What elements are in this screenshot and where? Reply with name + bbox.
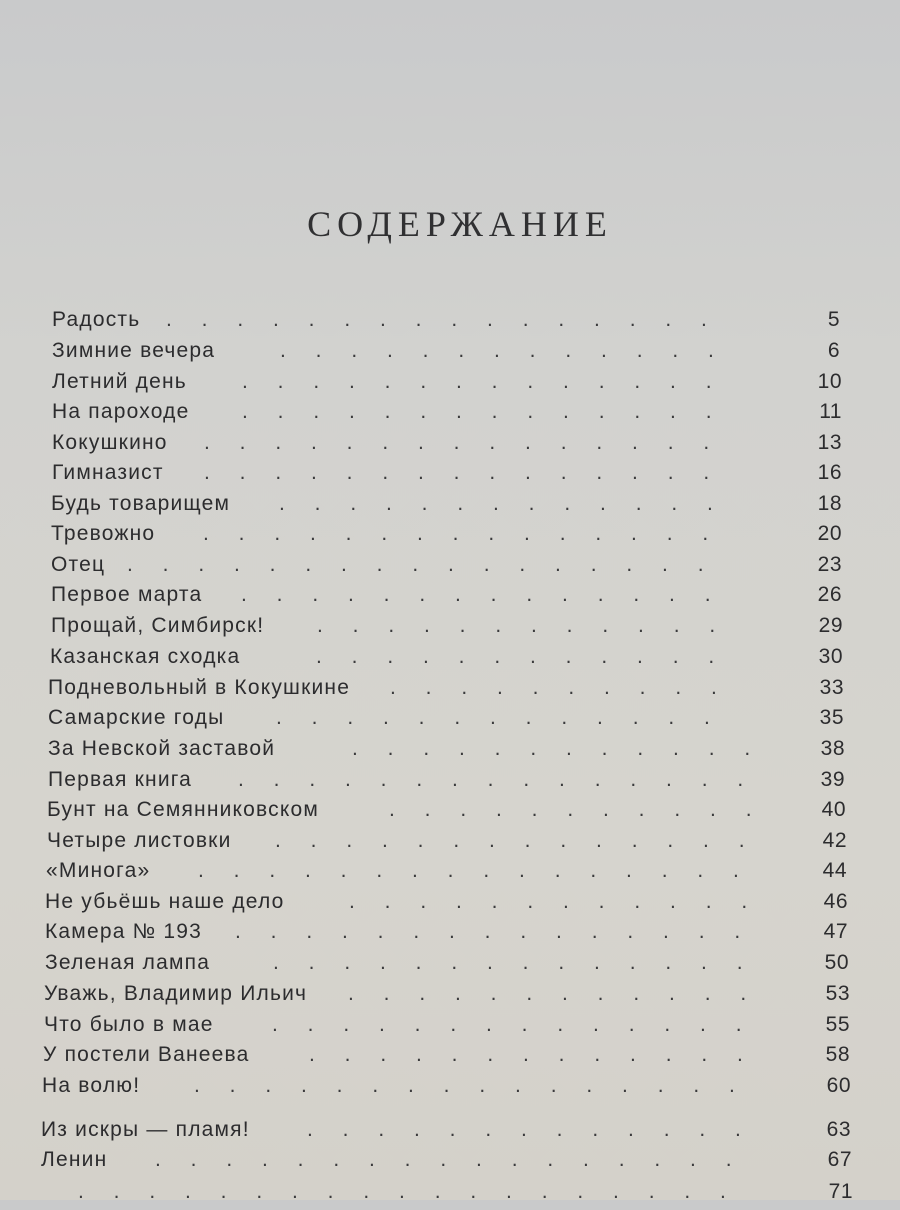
toc-entry [46, 859, 847, 889]
toc-page-number: 5 [827, 308, 840, 331]
toc-entry-title: У постели Ванеева [43, 1043, 250, 1066]
leader-dots: . . . . . . . . . . . . . [279, 492, 713, 515]
toc-entry [45, 920, 848, 950]
toc-entry [44, 982, 850, 1012]
toc-entry [47, 798, 846, 828]
toc-page-number: 63 [826, 1118, 851, 1141]
toc-entry [48, 676, 844, 706]
leader-dots: . . . . . . . . . . . . . . . . . . . [78, 1180, 726, 1203]
toc-entry-title: Четыре листовки [47, 829, 232, 852]
toc-page-number: 55 [825, 1013, 850, 1036]
leader-dots: . . . . . . . . . . . [389, 798, 752, 821]
leader-dots: . . . . . . . . . . . . [316, 645, 715, 668]
toc-entry [51, 583, 842, 613]
toc-page-number: 71 [828, 1180, 853, 1203]
toc-entry [40, 1180, 853, 1210]
toc-entry-title: Из искры — пламя! [41, 1118, 250, 1141]
toc-entry-title: Отец [51, 553, 106, 576]
leader-dots: . . . . . . . . . . . . . . . [204, 461, 710, 484]
toc-entry [48, 737, 845, 767]
toc-entry [51, 492, 842, 522]
toc-page-number: 13 [817, 431, 842, 454]
toc-entry [48, 706, 844, 736]
leader-dots: . . . . . . . . . . [390, 676, 717, 699]
leader-dots: . . . . . . . . . . . . . [276, 706, 710, 729]
toc-entry-title: Прощай, Симбирск! [51, 614, 265, 637]
toc-page-number: 39 [820, 768, 845, 791]
toc-page-number: 42 [822, 829, 847, 852]
leader-dots: . . . . . . . . . . . . . . . . . [155, 1148, 732, 1171]
leader-dots: . . . . . . . . . . . . . . . . [166, 308, 707, 331]
toc-entry [52, 400, 842, 430]
toc-entry-title: Не убьёшь наше дело [45, 890, 285, 913]
toc-entry [51, 553, 842, 583]
toc-entry [47, 829, 847, 859]
toc-page-number: 33 [819, 676, 844, 699]
page-title: СОДЕРЖАНИЕ [307, 204, 613, 244]
leader-dots: . . . . . . . . . . . . . . . . [198, 859, 739, 882]
leader-dots: . . . . . . . . . . . . . . . [235, 920, 741, 943]
toc-page-number: 40 [821, 798, 846, 821]
toc-entry-title: Самарские годы [48, 706, 225, 729]
leader-dots: . . . . . . . . . . . . . . [272, 1013, 742, 1036]
leader-dots: . . . . . . . . . . . . . . [275, 829, 745, 852]
toc-page-number: 35 [819, 706, 844, 729]
toc-page-number: 46 [823, 890, 848, 913]
leader-dots: . . . . . . . . . . . . . [307, 1118, 741, 1141]
toc-entry-title: Камера № 193 [45, 920, 203, 943]
toc-entry-title: Первая книга [48, 768, 193, 791]
toc-entry-title: На пароходе [52, 400, 190, 423]
toc-page-number: 18 [817, 492, 842, 515]
leader-dots: . . . . . . . . . . . . . . . [203, 522, 709, 545]
toc-entry-title: Тревожно [51, 522, 156, 545]
toc-entry-title: За Невской заставой [48, 737, 276, 760]
toc-page-number: 10 [817, 370, 842, 393]
toc-entry-title: На волю! [42, 1074, 141, 1097]
toc-entry [52, 461, 842, 491]
leader-dots: . . . . . . . . . . . . [349, 890, 748, 913]
toc-entry [48, 768, 845, 798]
toc-entry-title: Ленин [41, 1148, 108, 1171]
toc-entry-title: Первое марта [51, 583, 203, 606]
toc-page-number: 60 [826, 1074, 851, 1097]
leader-dots: . . . . . . . . . . . . . . . . [194, 1074, 735, 1097]
toc-entry [50, 645, 843, 675]
toc-page-number: 23 [817, 553, 842, 576]
toc-page-number: 30 [818, 645, 843, 668]
toc-page-number: 6 [827, 339, 840, 362]
toc-entry-title: Зеленая лампа [45, 951, 211, 974]
toc-entry-title: Что было в мае [44, 1013, 214, 1036]
toc-page-number: 58 [825, 1043, 850, 1066]
leader-dots: . . . . . . . . . . . . . . [242, 400, 712, 423]
toc-entry [41, 1118, 851, 1148]
toc-entry [52, 339, 840, 369]
toc-page-number: 44 [822, 859, 847, 882]
leader-dots: . . . . . . . . . . . . [352, 737, 751, 760]
toc-entry [52, 370, 842, 400]
toc-page-number: 20 [817, 522, 842, 545]
toc-entry [41, 1148, 852, 1178]
toc-page-number: 67 [827, 1148, 852, 1171]
toc-entry-title: Летний день [52, 370, 187, 393]
leader-dots: . . . . . . . . . . . . [317, 614, 716, 637]
leader-dots: . . . . . . . . . . . . . . [241, 583, 711, 606]
toc-entry [42, 1074, 851, 1104]
toc-page-number: 16 [817, 461, 842, 484]
toc-entry-title: Бунт на Семянниковском [47, 798, 320, 821]
toc-page-number: 50 [824, 951, 849, 974]
toc-entry [52, 308, 840, 338]
toc-entry-title: Зимние вечера [52, 339, 216, 362]
leader-dots: . . . . . . . . . . . . . . [273, 951, 743, 974]
toc-page-number: 29 [818, 614, 843, 637]
leader-dots: . . . . . . . . . . . . . . . [238, 768, 744, 791]
toc-entry [43, 1043, 850, 1073]
leader-dots: . . . . . . . . . . . . . [309, 1043, 743, 1066]
toc-entry-title: Будь товарищем [51, 492, 231, 515]
leader-dots: . . . . . . . . . . . . . . [242, 370, 712, 393]
leader-dots: . . . . . . . . . . . . . [280, 339, 714, 362]
leader-dots: . . . . . . . . . . . . . . . [204, 431, 710, 454]
toc-entry-title: Подневольный в Кокушкине [48, 676, 351, 699]
toc-page-number: 38 [820, 737, 845, 760]
toc-entry [51, 522, 842, 552]
toc-entry-title: Гимназист [52, 461, 164, 484]
toc-entry-title: Кокушкино [52, 431, 168, 454]
toc-page-number: 11 [819, 400, 842, 423]
toc-page-number: 26 [817, 583, 842, 606]
toc-entry [52, 431, 842, 461]
toc-entry-title: Казанская сходка [50, 645, 241, 668]
toc-entry [45, 890, 848, 920]
leader-dots: . . . . . . . . . . . . [348, 982, 747, 1005]
toc-entry-title: Радость [52, 308, 141, 331]
toc-entry [51, 614, 843, 644]
toc-entry [45, 951, 849, 981]
toc-page-number: 53 [825, 982, 850, 1005]
toc-entry-title: Уважь, Владимир Ильич [44, 982, 308, 1005]
toc-entry [44, 1013, 850, 1043]
toc-entry-title: «Минога» [46, 859, 151, 882]
toc-page-number: 47 [823, 920, 848, 943]
leader-dots: . . . . . . . . . . . . . . . . . [127, 553, 704, 576]
